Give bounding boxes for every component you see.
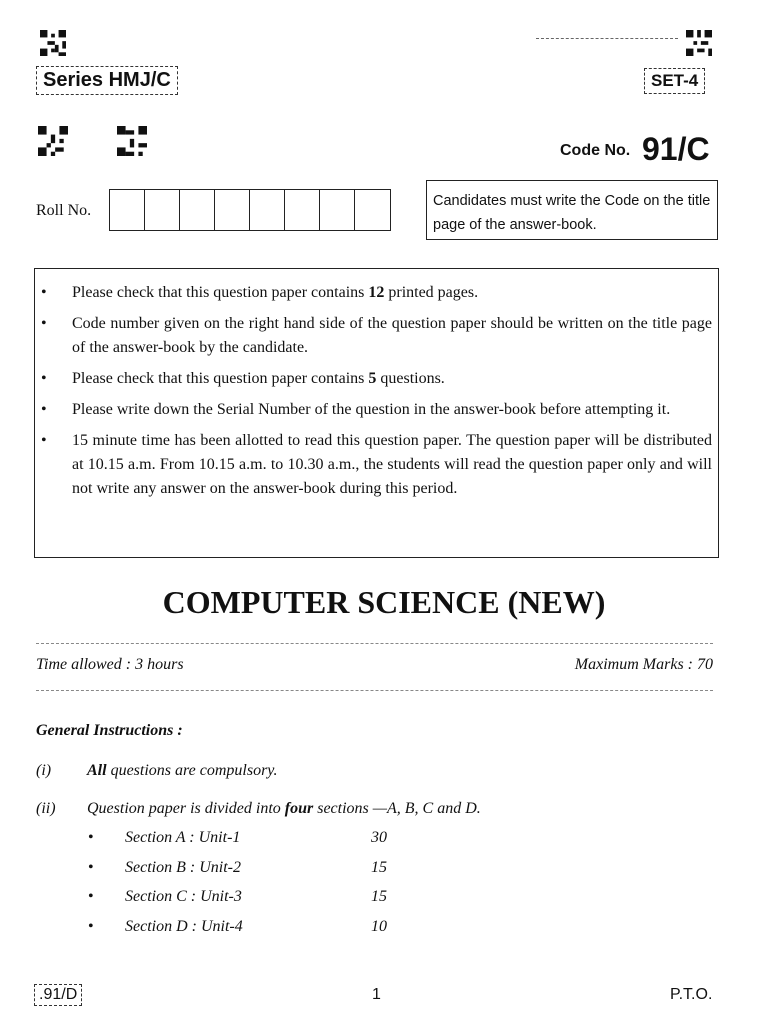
bullet-icon: • bbox=[88, 858, 94, 876]
instruction-text: printed pages. bbox=[384, 284, 479, 301]
instruction-text: 15 minute time has been allotted to read this question paper. The question paper will be distributed at 10.15 a.m. From 10.15 a.m. to 10.30 a.m., the students will read the question paper only and will not write any answer on the answer-book during this period. bbox=[72, 432, 712, 497]
pto-label: P.T.O. bbox=[670, 986, 713, 1003]
bullet-icon: • bbox=[88, 888, 94, 905]
section-marks: 10 bbox=[371, 917, 387, 935]
bullet-icon: • bbox=[41, 315, 47, 332]
section-marks: 30 bbox=[371, 829, 387, 846]
section-name: Section C : Unit-3 bbox=[125, 888, 242, 905]
bullet-icon: • bbox=[41, 401, 47, 418]
section-marks: 15 bbox=[371, 858, 387, 876]
instruction-text: Please write down the Serial Number of the question in the answer-book before attempting it. bbox=[72, 401, 671, 418]
instruction-number: (i) bbox=[36, 762, 52, 779]
roll-number-box[interactable] bbox=[320, 190, 355, 230]
instruction-item bbox=[41, 367, 712, 391]
section-name: Section B : Unit-2 bbox=[125, 858, 241, 876]
header-rule bbox=[536, 38, 678, 39]
qr-code-icon bbox=[38, 126, 68, 156]
candidate-note: Candidates must write the Code on the title page of the answer-book. bbox=[426, 180, 718, 240]
roll-number-box[interactable] bbox=[285, 190, 320, 230]
instruction-text: Question paper is divided into four sections —A, B, C and D. bbox=[87, 800, 481, 817]
bullet-icon: • bbox=[41, 370, 47, 387]
bullet-icon: • bbox=[88, 829, 94, 846]
instruction-text: Please check that this question paper contains bbox=[72, 284, 369, 301]
set-label: SET-4 bbox=[644, 68, 705, 94]
instruction-text: Please check that this question paper contains bbox=[72, 370, 369, 387]
divider bbox=[36, 643, 713, 644]
roll-number-box[interactable] bbox=[250, 190, 285, 230]
bullet-icon: • bbox=[41, 284, 47, 301]
instruction-box bbox=[34, 268, 719, 558]
instruction-item bbox=[41, 312, 712, 360]
instruction-text: All questions are compulsory. bbox=[87, 762, 278, 779]
general-instructions-heading: General Instructions : bbox=[36, 722, 183, 739]
roll-number-box[interactable] bbox=[180, 190, 215, 230]
roll-number-boxes[interactable] bbox=[109, 189, 391, 231]
section-marks: 15 bbox=[371, 888, 387, 905]
instruction-emphasis: 5 bbox=[368, 370, 377, 387]
instruction-item bbox=[41, 281, 712, 305]
series-label: Series HMJ/C bbox=[36, 66, 178, 95]
roll-number-label: Roll No. bbox=[36, 202, 92, 219]
bullet-icon: • bbox=[41, 432, 47, 449]
instruction-emphasis: 12 bbox=[368, 284, 385, 301]
maximum-marks: Maximum Marks : 70 bbox=[574, 656, 713, 673]
instruction-item bbox=[41, 429, 712, 501]
instruction-item bbox=[41, 398, 712, 422]
time-allowed: Time allowed : 3 hours bbox=[36, 656, 184, 673]
paper-title: COMPUTER SCIENCE (NEW) bbox=[162, 584, 606, 620]
qr-code-icon bbox=[117, 126, 147, 156]
qr-code-icon bbox=[686, 30, 712, 56]
roll-number-box[interactable] bbox=[110, 190, 145, 230]
footer-code: .91/D bbox=[34, 984, 82, 1006]
section-name: Section A : Unit-1 bbox=[125, 829, 241, 846]
roll-number-box[interactable] bbox=[215, 190, 250, 230]
instruction-number: (ii) bbox=[36, 800, 56, 817]
instruction-list bbox=[41, 281, 712, 501]
bullet-icon: • bbox=[88, 917, 94, 935]
code-label: Code No. bbox=[560, 142, 631, 159]
divider bbox=[36, 690, 713, 691]
instruction-text: Code number given on the right hand side of the question paper should be written on the title page of the answer-book by the candidate. bbox=[72, 315, 712, 356]
roll-number-box[interactable] bbox=[355, 190, 390, 230]
qr-code-icon bbox=[40, 30, 66, 56]
page-number: 1 bbox=[372, 986, 381, 1003]
instruction-text: questions. bbox=[376, 370, 445, 387]
section-name: Section D : Unit-4 bbox=[125, 917, 243, 935]
code-value: 91/C bbox=[642, 131, 710, 167]
roll-number-box[interactable] bbox=[145, 190, 180, 230]
